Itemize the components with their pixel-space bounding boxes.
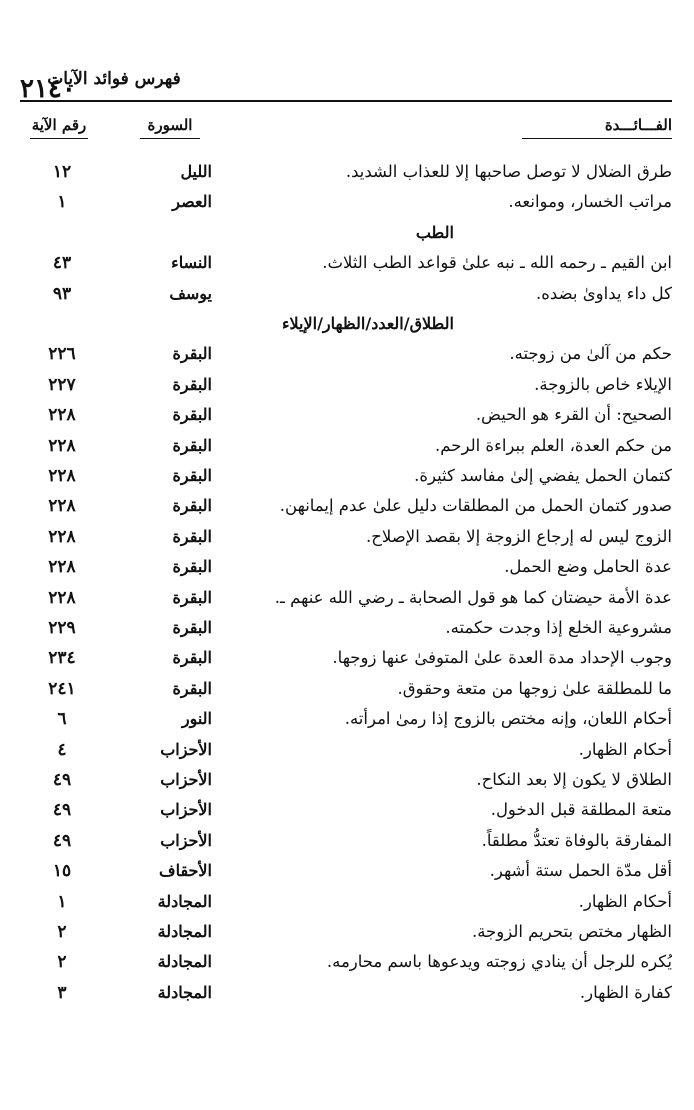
column-header-benefit: الفـــائـــدة <box>604 116 672 134</box>
benefit-text: أحكام اللعان، وإنه مختص بالزوج إذا رمىٰ امرأته. <box>344 709 672 729</box>
surah-name: المجادلة <box>157 982 212 1002</box>
surah-name: البقرة <box>172 466 212 485</box>
verse-number: ٢٢٩ <box>48 618 76 638</box>
benefit-text: مشروعية الخلع إذا وجدت حكمته. <box>445 618 672 637</box>
surah-name: البقرة <box>172 405 212 425</box>
benefit-text: المفارقة بالوفاة تعتدُّ مطلقاً. <box>481 830 672 850</box>
benefit-text: ما للمطلقة علىٰ زوجها من متعة وحقوق. <box>397 678 672 698</box>
benefit-text: الإيلاء خاص بالزوجة. <box>534 374 672 394</box>
benefit-text: الطلاق لا يكون إلا بعد النكاح. <box>476 770 672 789</box>
table-row <box>0 584 694 614</box>
surah-name: المجادلة <box>157 952 212 972</box>
benefit-text: طرق الضلال لا توصل صاحبها إلا للعذاب الشديد. <box>345 162 672 181</box>
table-row <box>0 401 694 431</box>
benefit-text: ابن القيم ـ رحمه الله ـ نبه علىٰ قواعد الطب الثلاث. <box>322 253 672 273</box>
surah-name: البقرة <box>172 557 212 577</box>
verse-number: ٤٣ <box>52 253 72 274</box>
verse-number: ٦ <box>57 709 67 730</box>
benefit-text: كفارة الظهار. <box>579 982 672 1002</box>
verse-number: ١ <box>57 192 67 213</box>
table-row <box>0 340 694 370</box>
verse-number: ٩٣ <box>52 283 72 304</box>
table-row <box>0 249 694 279</box>
verse-number: ٢ <box>57 922 67 942</box>
surah-name: الأحزاب <box>160 770 212 789</box>
verse-number: ١٢ <box>52 162 72 182</box>
benefit-text: أحكام الظهار. <box>578 891 672 911</box>
verse-number: ١ <box>57 891 67 912</box>
surah-name: البقرة <box>172 496 212 516</box>
verse-number: ٢٢٨ <box>48 466 76 486</box>
table-row <box>0 432 694 462</box>
verse-number: ٢٢٦ <box>48 344 76 365</box>
surah-name: الأحقاف <box>158 861 212 881</box>
verse-number: ٢ <box>57 952 67 973</box>
column-header-verse: رقم الآية <box>31 116 87 134</box>
verse-number: ٢٣٤ <box>48 648 76 669</box>
table-row <box>0 948 694 978</box>
column-rule-verse <box>30 138 88 139</box>
column-rule-surah <box>140 138 200 139</box>
table-row <box>0 462 694 492</box>
section-title: الطلاق/العدد/الظهار/الإيلاء <box>281 314 454 333</box>
benefit-text: مراتب الخسار، وموانعه. <box>508 192 672 212</box>
table-row <box>0 158 694 188</box>
table-row <box>0 280 694 310</box>
table-row <box>0 553 694 583</box>
section-row <box>0 310 694 340</box>
verse-number: ٢٢٨ <box>48 496 76 517</box>
table-row <box>0 614 694 644</box>
verse-number: ٢٢٨ <box>48 405 76 426</box>
surah-name: البقرة <box>172 435 212 455</box>
verse-number: ٢٢٨ <box>48 435 76 456</box>
surah-name: البقرة <box>172 374 212 394</box>
surah-name: البقرة <box>172 344 212 364</box>
verse-number: ٤٩ <box>52 830 72 851</box>
surah-name: الليل <box>180 162 212 181</box>
table-row <box>0 766 694 796</box>
verse-number: ١٥ <box>52 861 72 882</box>
section-title: الطب <box>415 222 454 242</box>
surah-name: البقرة <box>172 648 212 668</box>
benefit-text: يُكره للرجل أن ينادي زوجته ويدعوها باسم محارمه. <box>326 952 672 972</box>
surah-name: يوسف <box>169 283 212 303</box>
verse-number: ٢٢٨ <box>48 526 76 547</box>
verse-number: ٣ <box>57 982 67 1003</box>
table-row <box>0 523 694 553</box>
table-row <box>0 371 694 401</box>
table-row <box>0 796 694 826</box>
running-title: فهرس فوائد الآيات <box>47 69 181 89</box>
surah-name: المجادلة <box>157 922 212 941</box>
surah-name: الأحزاب <box>160 800 212 820</box>
table-row <box>0 705 694 735</box>
column-header-surah: السورة <box>147 116 193 134</box>
table-row <box>0 979 694 1009</box>
surah-name: البقرة <box>172 526 212 546</box>
benefit-text: حكم من آلىٰ من زوجته. <box>509 344 672 364</box>
benefit-text: أقل مدّة الحمل ستة أشهر. <box>489 861 672 881</box>
surah-name: الأحزاب <box>160 739 212 759</box>
table-row <box>0 736 694 766</box>
table-row <box>0 644 694 674</box>
benefit-text: وجوب الإحداد مدة العدة علىٰ المتوفىٰ عنها زوجها. <box>332 648 672 668</box>
benefit-text: من حكم العدة، العلم ببراءة الرحم. <box>435 435 672 455</box>
table-row <box>0 188 694 218</box>
table-row <box>0 492 694 522</box>
table-row <box>0 827 694 857</box>
benefit-text: عدة الأمة حيضتان كما هو قول الصحابة ـ رضي الله عنهم ـ. <box>274 587 672 607</box>
section-row <box>0 219 694 249</box>
benefit-text: الظهار مختص بتحريم الزوجة. <box>471 922 672 941</box>
verse-number: ٢٢٨ <box>48 587 76 608</box>
benefit-text: الزوج ليس له إرجاع الزوجة إلا بقصد الإصلاح. <box>366 526 672 546</box>
verse-number: ٢٢٨ <box>48 557 76 578</box>
table-row <box>0 888 694 918</box>
surah-name: المجادلة <box>157 891 212 911</box>
benefit-text: متعة المطلقة قبل الدخول. <box>490 800 672 820</box>
verse-number: ٤٩ <box>52 800 72 821</box>
column-rule-benefit <box>522 138 672 139</box>
surah-name: النساء <box>171 253 212 273</box>
benefit-text: كل داء يداوىٰ بضده. <box>536 283 672 303</box>
surah-name: العصر <box>172 192 212 212</box>
benefit-text: صدور كتمان الحمل من المطلقات دليل علىٰ عدم إيمانهن. <box>279 496 672 516</box>
table-row <box>0 857 694 887</box>
surah-name: البقرة <box>172 618 212 637</box>
surah-name: البقرة <box>172 587 212 607</box>
surah-name: الأحزاب <box>160 830 212 850</box>
surah-name: النور <box>181 709 212 729</box>
verse-number: ٢٢٧ <box>48 374 76 395</box>
verse-number: ٤ <box>57 739 67 760</box>
benefit-text: أحكام الظهار. <box>578 739 672 759</box>
table-row <box>0 675 694 705</box>
surah-name: البقرة <box>172 678 212 698</box>
verse-number: ٢٤١ <box>48 678 76 699</box>
table-row <box>0 918 694 948</box>
page-number: ٢١٤٠ <box>20 74 76 104</box>
header-rule <box>20 100 672 102</box>
benefit-text: الصحيح: أن القرء هو الحيض. <box>475 405 672 425</box>
verse-number: ٤٩ <box>52 770 72 790</box>
benefit-text: عدة الحامل وضع الحمل. <box>504 557 672 577</box>
benefit-text: كتمان الحمل يفضي إلىٰ مفاسد كثيرة. <box>414 466 672 485</box>
